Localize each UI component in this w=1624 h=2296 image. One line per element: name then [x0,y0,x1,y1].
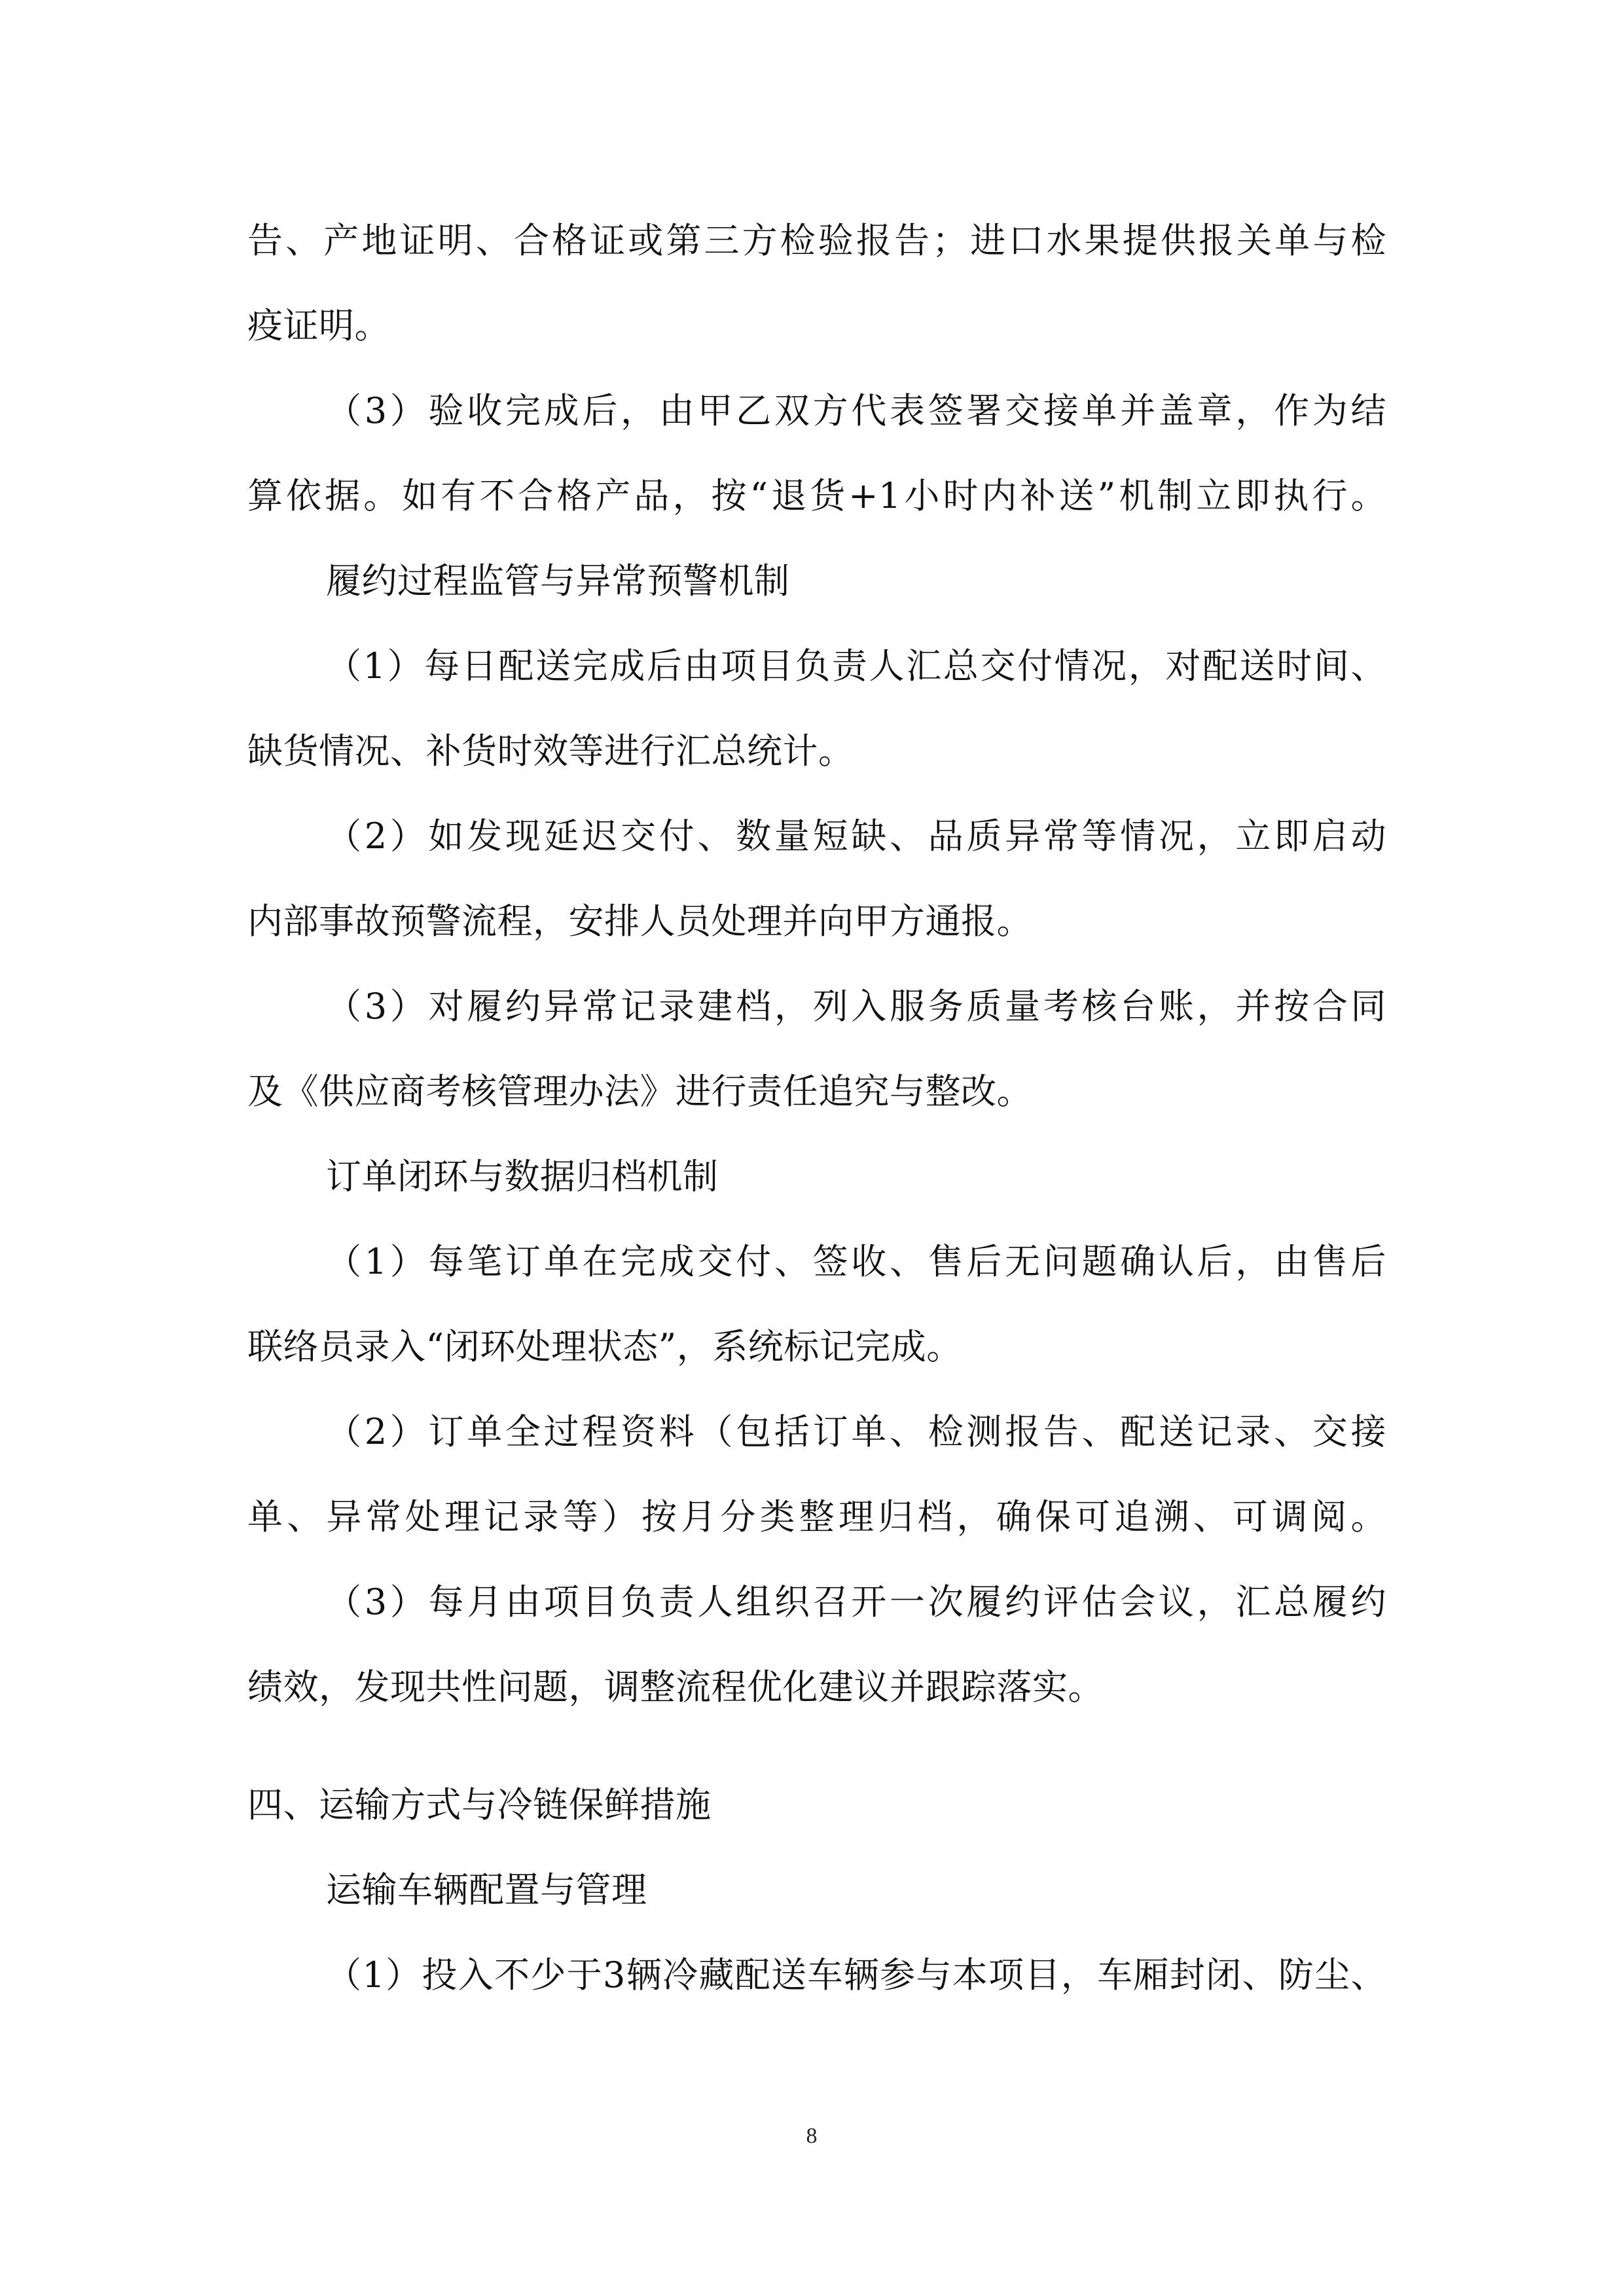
text-line-15: （2）订单全过程资料（包括订单、检测报告、配送记录、交接 [326,1411,1386,1452]
chapter-heading-transport: 四、运输方式与冷链保鲜措施 [247,1784,712,1825]
text-line-10: （3）对履约异常记录建档，列入服务质量考核台账，并按合同 [326,986,1386,1027]
text-line-6: （1）每日配送完成后由项目负责人汇总交付情况，对配送时间、 [326,645,1386,687]
section-heading-performance-monitoring: 履约过程监管与异常预警机制 [326,560,790,601]
text-line-4: 算依据。如有不合格产品，按“退货+1小时内补送”机制立即执行。 [247,475,1386,516]
text-line-11: 及《供应商考核管理办法》进行责任追究与整改。 [247,1071,1032,1112]
text-line-1: 告、产地证明、合格证或第三方检验报告；进口水果提供报关单与检 [247,220,1386,261]
text-line-3: （3）验收完成后，由甲乙双方代表签署交接单并盖章，作为结 [326,390,1386,431]
section-heading-vehicle-config: 运输车辆配置与管理 [326,1869,647,1910]
text-line-7: 缺货情况、补货时效等进行汇总统计。 [247,730,854,772]
text-line-16: 单、异常处理记录等）按月分类整理归档，确保可追溯、可调阅。 [247,1496,1386,1537]
text-line-9: 内部事故预警流程，安排人员处理并向甲方通报。 [247,901,1032,942]
text-line-13: （1）每笔订单在完成交付、签收、售后无问题确认后，由售后 [326,1241,1386,1282]
text-line-2: 疫证明。 [247,305,390,346]
text-line-21: （1）投入不少于3辆冷藏配送车辆参与本项目，车厢封闭、防尘、 [326,1954,1386,1996]
page-number: 8 [806,2124,818,2148]
text-line-17: （3）每月由项目负责人组织召开一次履约评估会议，汇总履约 [326,1581,1386,1623]
text-line-8: （2）如发现延迟交付、数量短缺、品质异常等情况，立即启动 [326,816,1386,857]
text-line-18: 绩效，发现共性问题，调整流程优化建议并跟踪落实。 [247,1666,1104,1708]
section-heading-order-closure: 订单闭环与数据归档机制 [326,1156,719,1197]
text-line-14: 联络员录入“闭环处理状态”，系统标记完成。 [247,1326,962,1367]
